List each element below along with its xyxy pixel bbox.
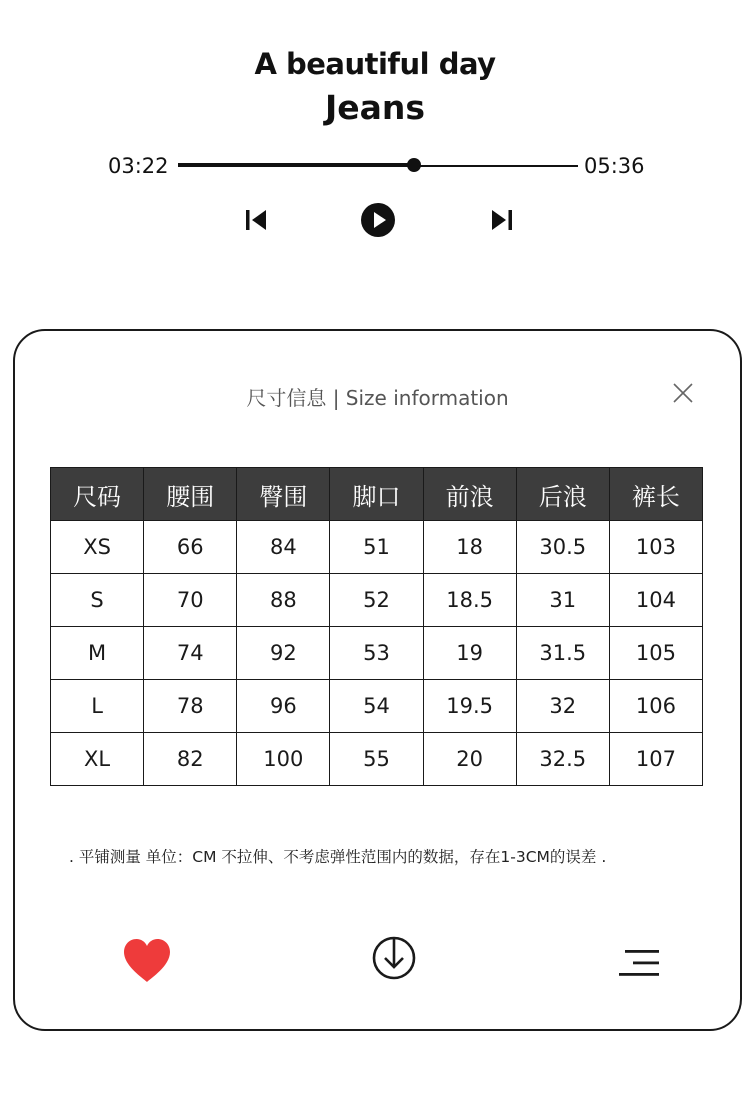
table-cell: 105 — [609, 627, 702, 680]
table-cell: 51 — [330, 521, 423, 574]
table-cell: 18.5 — [423, 574, 516, 627]
table-cell: 54 — [330, 680, 423, 733]
play-button[interactable] — [360, 202, 396, 238]
table-cell: 92 — [237, 627, 330, 680]
card-title: 尺寸信息 | Size information — [246, 386, 509, 410]
header-leg-opening: 脚口 — [330, 468, 423, 521]
song-subtitle: Jeans — [324, 88, 426, 127]
table-cell: 20 — [423, 733, 516, 786]
table-cell: 52 — [330, 574, 423, 627]
current-time: 03:22 — [108, 154, 169, 178]
header-size: 尺码 — [51, 468, 144, 521]
close-button[interactable] — [671, 381, 695, 405]
table-cell: 84 — [237, 521, 330, 574]
header-front-rise: 前浪 — [423, 468, 516, 521]
header-hip: 臀围 — [237, 468, 330, 521]
table-cell: 78 — [144, 680, 237, 733]
size-table — [50, 467, 703, 786]
table-cell: 70 — [144, 574, 237, 627]
table-cell: 32 — [516, 680, 609, 733]
next-button[interactable] — [484, 202, 520, 238]
progress-remaining[interactable] — [414, 165, 578, 167]
table-cell: 18 — [423, 521, 516, 574]
next-icon — [489, 207, 515, 233]
progress-played[interactable] — [178, 163, 414, 167]
header-back-rise: 后浪 — [516, 468, 609, 521]
table-cell: 88 — [237, 574, 330, 627]
table-cell: 55 — [330, 733, 423, 786]
close-icon — [671, 381, 695, 405]
table-cell: S — [51, 574, 144, 627]
table-cell: 19 — [423, 627, 516, 680]
size-info-card — [13, 329, 742, 1031]
table-cell: 107 — [609, 733, 702, 786]
table-cell: 31 — [516, 574, 609, 627]
previous-icon — [243, 207, 269, 233]
like-button[interactable] — [121, 937, 173, 985]
table-row — [51, 627, 703, 680]
table-row — [51, 733, 703, 786]
table-cell: XL — [51, 733, 144, 786]
download-icon — [371, 935, 417, 981]
table-row — [51, 521, 703, 574]
table-cell: 66 — [144, 521, 237, 574]
table-cell: 19.5 — [423, 680, 516, 733]
total-time: 05:36 — [584, 154, 645, 178]
table-cell: 74 — [144, 627, 237, 680]
menu-button[interactable] — [619, 948, 661, 978]
song-title: A beautiful day — [254, 47, 496, 81]
table-cell: 31.5 — [516, 627, 609, 680]
table-cell: 32.5 — [516, 733, 609, 786]
heart-icon — [121, 937, 173, 985]
table-cell: 53 — [330, 627, 423, 680]
table-row — [51, 680, 703, 733]
table-cell: 82 — [144, 733, 237, 786]
play-icon — [360, 202, 396, 238]
menu-icon — [619, 948, 661, 978]
table-cell: M — [51, 627, 144, 680]
table-cell: 30.5 — [516, 521, 609, 574]
table-cell: 96 — [237, 680, 330, 733]
header-waist: 腰围 — [144, 468, 237, 521]
table-cell: XS — [51, 521, 144, 574]
table-row — [51, 574, 703, 627]
table-cell: 100 — [237, 733, 330, 786]
previous-button[interactable] — [238, 202, 274, 238]
table-cell: 103 — [609, 521, 702, 574]
header-length: 裤长 — [609, 468, 702, 521]
progress-knob[interactable] — [407, 158, 421, 172]
table-cell: L — [51, 680, 144, 733]
table-cell: 106 — [609, 680, 702, 733]
table-header-row — [51, 468, 703, 521]
measurement-note: . 平铺测量 单位：CM 不拉伸、不考虑弹性范围内的数据，存在1-3CM的误差 . — [69, 848, 607, 866]
table-cell: 104 — [609, 574, 702, 627]
download-button[interactable] — [371, 935, 417, 981]
